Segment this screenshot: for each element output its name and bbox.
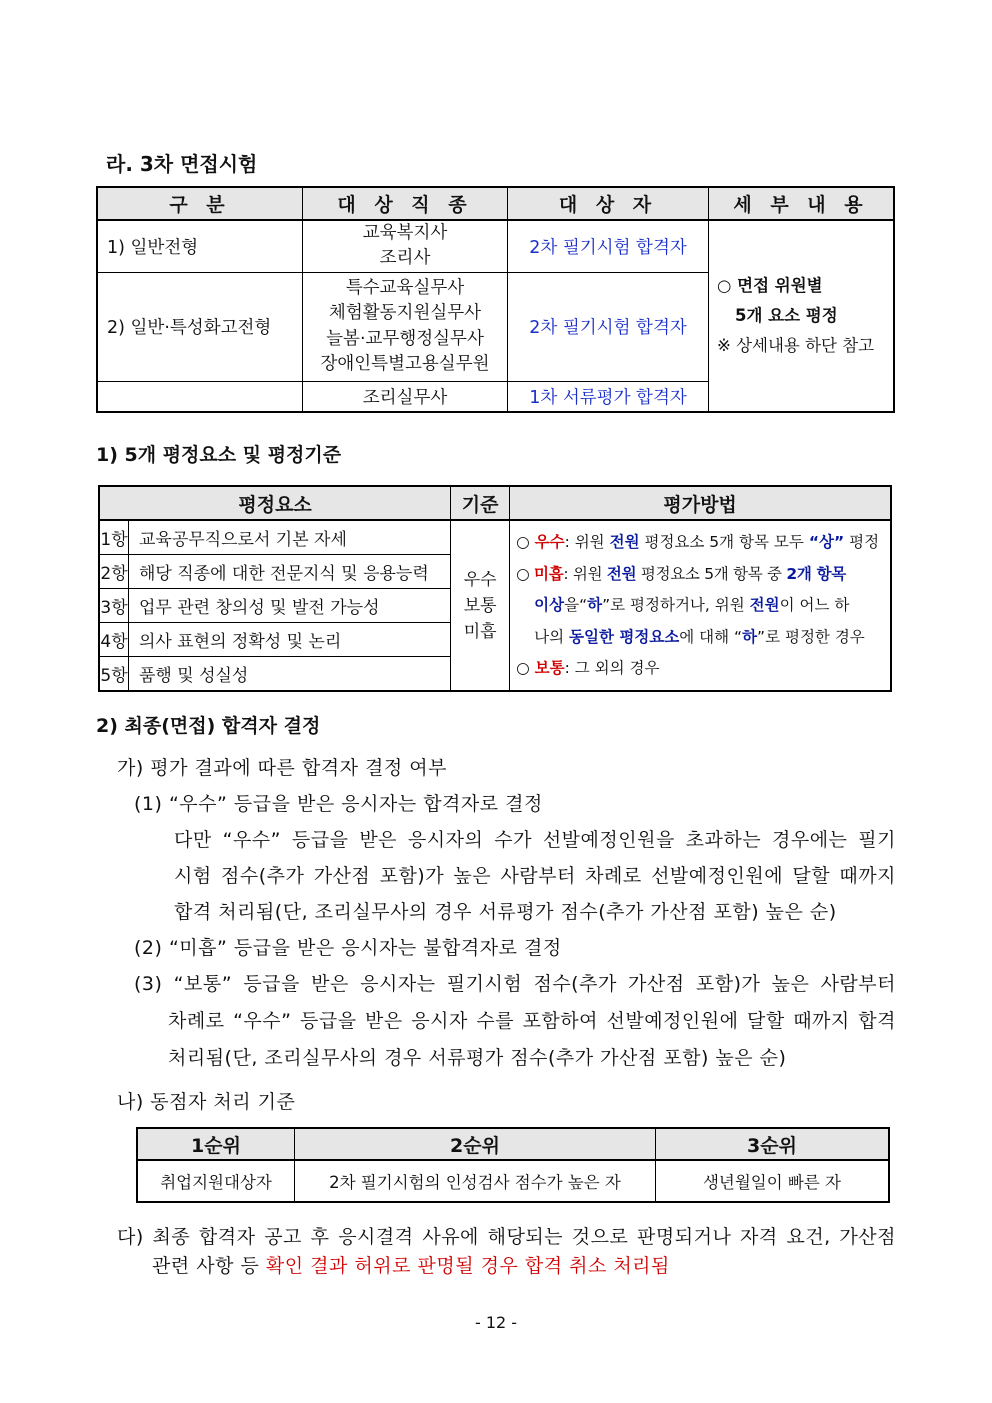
criteria-text: 우수 [463, 569, 497, 590]
ga-title: 가) 평가 결과에 따른 합격자 결정 여부 [117, 757, 447, 779]
method-text: ”로 평정한 경우 [757, 627, 865, 646]
method-poor [516, 559, 884, 591]
method-emphasis: 하 [587, 596, 603, 614]
header-rank1: 1순위 [137, 1128, 295, 1160]
row2-jobs [303, 272, 508, 381]
rank3-value: 생년월일이 빠른 자 [656, 1160, 890, 1202]
item-text: 교육공무직으로서 기본 자세 [129, 520, 451, 555]
section-title: 라. 3차 면접시험 [106, 152, 258, 176]
method-text: 평정요소 5개 항목 모두 [639, 533, 809, 551]
interview-target-table [96, 186, 895, 413]
na-title: 나) 동점자 처리 기준 [117, 1091, 296, 1113]
method-text: : 위원 [563, 564, 607, 583]
item-number: 2항 [99, 555, 129, 589]
item-text: 품행 및 성실성 [129, 657, 451, 692]
method-poor-3 [516, 622, 884, 654]
method-excellent [516, 527, 884, 559]
header-category: 구 분 [97, 187, 303, 220]
method-text: : 위원 [564, 533, 610, 551]
method-emphasis: 전원 [609, 533, 640, 551]
header-target: 대 상 자 [508, 187, 709, 220]
rank1-value: 취업지원대상자 [137, 1160, 295, 1202]
header-criteria: 기준 [451, 486, 510, 520]
method-poor-2 [516, 590, 884, 622]
evaluation-table [98, 485, 892, 692]
method-emphasis: 하 [742, 627, 758, 646]
method-emphasis: “상” [808, 533, 845, 551]
da-warning: 확인 결과 허위로 판명될 경우 합격 취소 처리됨 [265, 1255, 670, 1277]
bullet-text: ○ [516, 659, 535, 677]
ga-p3-line1: (3) “보통” 등급을 받은 응시자는 필기시험 점수(추가 가산점 포함)가 높은 사람부터 [134, 973, 896, 995]
row1-category: 1) 일반전형 [97, 220, 303, 272]
method-text: : 그 외의 경우 [564, 659, 660, 677]
method-cell [510, 520, 891, 691]
sub1-title: 1) 5개 평정요소 및 평정기준 [96, 444, 342, 466]
ga-p1-line1: 다만 “우수” 등급을 받은 응시자의 수가 선발예정인원을 초과하는 경우에는 필기 [174, 829, 896, 851]
label-normal: 보통 [534, 659, 565, 677]
header-rank2: 2순위 [295, 1128, 656, 1160]
da-text: 관련 사항 등 [152, 1255, 266, 1277]
method-emphasis: 동일한 평정요소 [569, 627, 680, 646]
da-line1: 다) 최종 합격자 공고 후 응시결격 사유에 해당되는 것으로 판명되거나 자격 요건, 가산점 [117, 1226, 896, 1248]
detail-line: ○ 면접 위원별 [717, 276, 823, 295]
label-excellent: 우수 [534, 533, 565, 551]
method-text: 에 대해 “ [679, 627, 743, 646]
header-detail: 세 부 내 용 [709, 187, 895, 220]
detail-cell [709, 220, 895, 412]
detail-line: 5개 요소 평정 [735, 306, 838, 325]
job-text: 조리사 [379, 248, 431, 269]
rank2-value: 2차 필기시험의 인성검사 점수가 높은 자 [295, 1160, 656, 1202]
item-text: 업무 관련 창의성 및 발전 가능성 [129, 589, 451, 623]
method-emphasis: 이상 [534, 596, 565, 614]
item-text: 의사 표현의 정확성 및 논리 [129, 623, 451, 657]
job-text: 특수교육실무사 [345, 277, 465, 298]
method-emphasis: 전원 [606, 564, 637, 583]
ga-p2: (2) “미흡” 등급을 받은 응시자는 불합격자로 결정 [134, 937, 562, 959]
ga-p1-line3: 합격 처리됨(단, 조리실무사의 경우 서류평가 점수(추가 가산점 포함) 높은 순) [174, 901, 837, 923]
item-text: 해당 직종에 대한 전문지식 및 응용능력 [129, 555, 451, 589]
method-emphasis: 전원 [749, 596, 780, 614]
job-text: 장애인특별고용실무원 [320, 354, 490, 374]
method-text: 이 어느 하 [779, 596, 850, 614]
detail-note: ※ 상세내용 하단 참고 [717, 336, 875, 355]
job-text: 교육복지사 [362, 223, 448, 244]
sub2-title: 2) 최종(면접) 합격자 결정 [96, 715, 321, 737]
method-normal [516, 653, 884, 685]
method-text: 평정요소 5개 항목 중 [636, 564, 787, 583]
item-number: 5항 [99, 657, 129, 692]
header-rank3: 3순위 [656, 1128, 890, 1160]
method-text: 나의 [534, 627, 570, 646]
ga-p1: (1) “우수” 등급을 받은 응시자는 합격자로 결정 [134, 793, 543, 815]
row2-category: 2) 일반·특성화고전형 [97, 272, 303, 381]
job-text: 늘봄·교무행정실무사 [326, 328, 484, 349]
bullet-text: ○ [516, 564, 535, 583]
criteria-text: 보통 [463, 595, 497, 616]
row3-target: 1차 서류평가 합격자 [508, 381, 709, 412]
header-elements: 평정요소 [99, 486, 451, 520]
page-number: - 12 - [474, 1313, 518, 1332]
ga-p3-line3: 처리됨(단, 조리실무사의 경우 서류평가 점수(추가 가산점 포함) 높은 순) [168, 1047, 787, 1069]
criteria-text: 미흡 [463, 621, 497, 642]
row1-target: 2차 필기시험 합격자 [508, 220, 709, 272]
job-text: 체험활동지원실무사 [328, 303, 482, 323]
row3-job: 조리실무사 [303, 381, 508, 412]
tiebreak-table [136, 1127, 890, 1203]
method-emphasis: 2개 항목 [786, 564, 846, 583]
method-text: 평정 [844, 533, 880, 551]
item-number: 3항 [99, 589, 129, 623]
row1-jobs [303, 220, 508, 272]
row3-category-empty [97, 381, 303, 412]
method-text: 을“ [564, 596, 588, 614]
label-poor: 미흡 [534, 564, 564, 583]
item-number: 1항 [99, 520, 129, 555]
method-text: ”로 평정하거나, 위원 [602, 596, 750, 614]
item-number: 4항 [99, 623, 129, 657]
header-jobs: 대 상 직 종 [303, 187, 508, 220]
criteria-cell [451, 520, 510, 691]
row2-target: 2차 필기시험 합격자 [508, 272, 709, 381]
ga-p3-line2: 차례로 “우수” 등급을 받은 응시자 수를 포함하여 선발예정인원에 달할 때까지 합격 [168, 1010, 896, 1032]
header-method: 평가방법 [510, 486, 891, 520]
ga-p1-line2: 시험 점수(추가 가산점 포함)가 높은 사람부터 차례로 선발예정인원에 달할 때까지 [174, 865, 896, 887]
bullet-text: ○ [516, 533, 535, 551]
da-line2 [152, 1251, 670, 1278]
